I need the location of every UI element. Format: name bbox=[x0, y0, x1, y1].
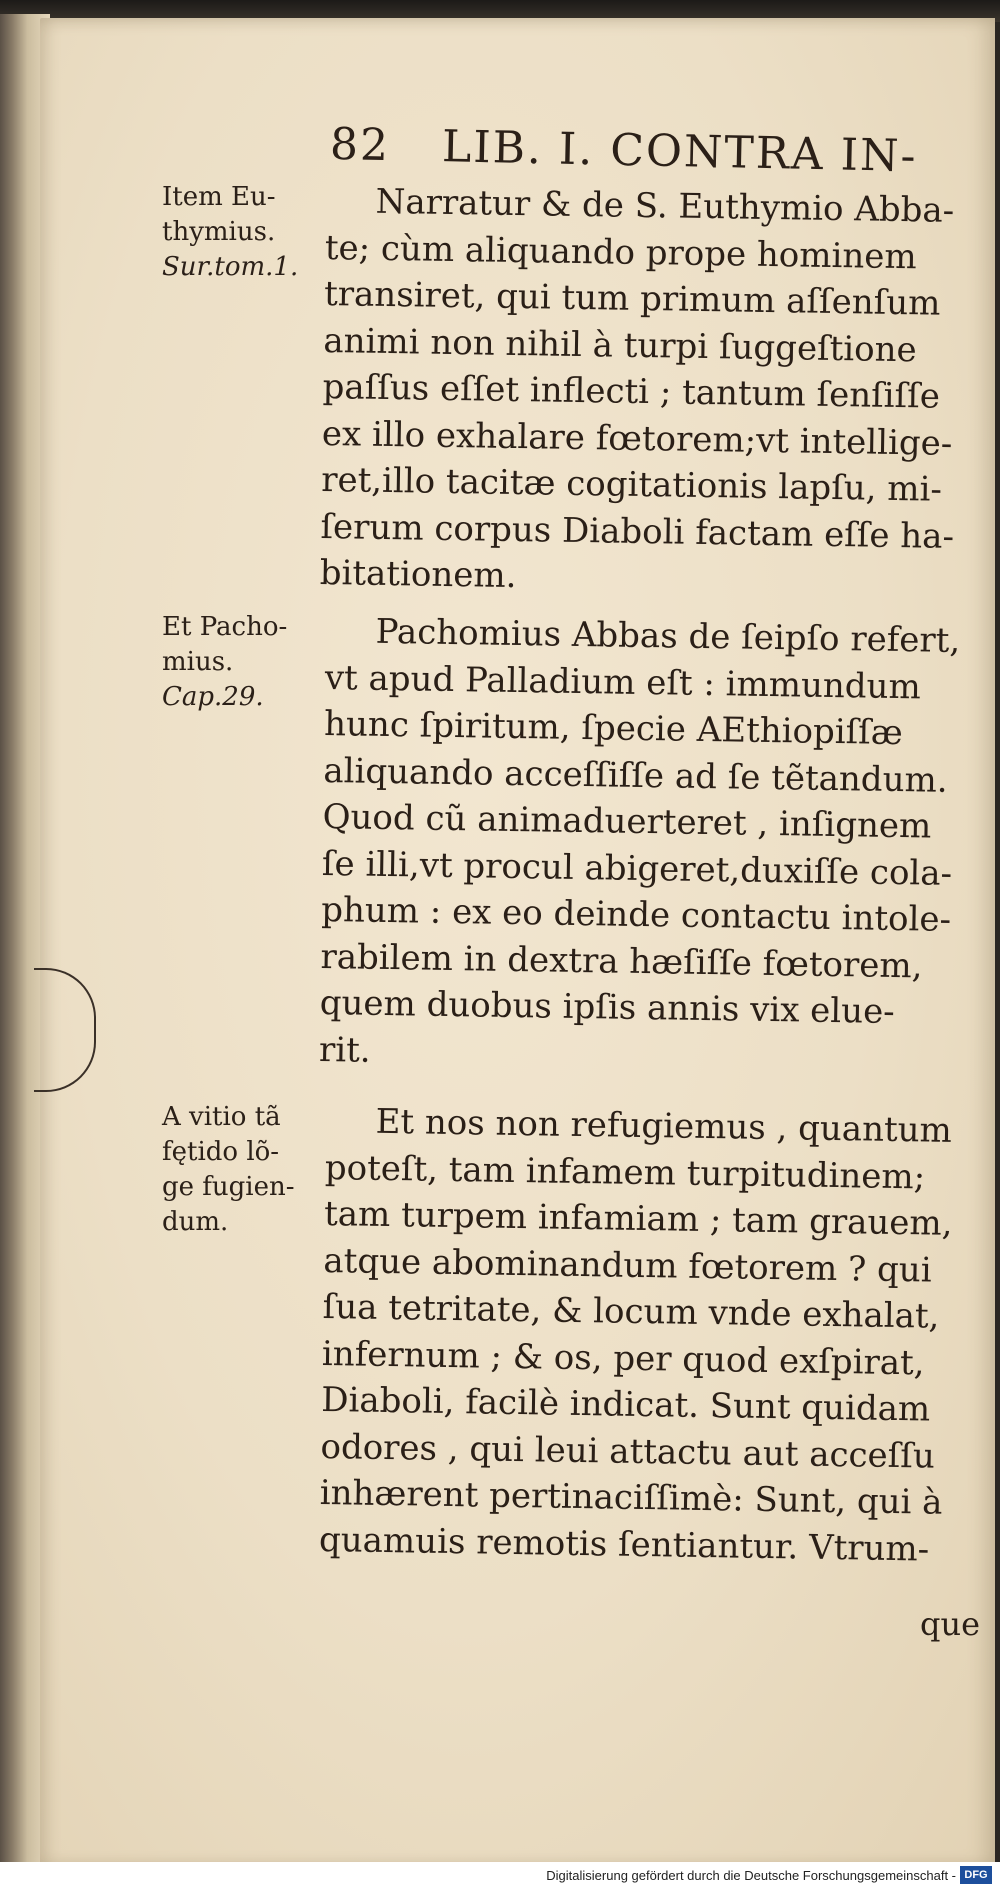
margin-note-line: dum. bbox=[162, 1207, 229, 1237]
text-line: poteſt, tam infamem turpitudinem; bbox=[324, 1147, 926, 1197]
text-line: Et nos non refugiemus , quantum bbox=[375, 1101, 953, 1151]
text-line: quamuis remotis ſentiantur. Vtrum- bbox=[318, 1519, 930, 1570]
text-line: transiret, qui tum primum aſſenſum bbox=[323, 273, 941, 324]
text-line: Pachomius Abbas de ſeipſo refert, bbox=[375, 611, 961, 661]
text-line: Quod cũ animaduerteret , inſignem bbox=[322, 796, 932, 847]
text-line: infernum ; & os, per quod exſpirat, bbox=[321, 1333, 925, 1383]
text-line: animi non nihil à turpi ſuggeſtione bbox=[323, 320, 918, 370]
margin-note-line: A vitio tã bbox=[162, 1102, 281, 1132]
text-line: te; cùm aliquando prope hominem bbox=[324, 227, 918, 277]
text-line: ſua tetritate, & locum vnde exhalat, bbox=[322, 1286, 940, 1337]
text-line: aliquando acceſſiſſe ad ſe tẽtandum. bbox=[323, 750, 948, 801]
dfg-logo: DFG bbox=[960, 1866, 992, 1884]
text-line: quem duobus ipſis annis vix elue- bbox=[319, 982, 896, 1032]
text-line: atque abominandum fœtorem ? qui bbox=[323, 1240, 932, 1291]
paragraph-pachomius bbox=[319, 608, 976, 1083]
text-line: ſerum corpus Diaboli factam eſſe ha- bbox=[320, 506, 955, 557]
paragraph-euthymius bbox=[319, 178, 975, 607]
margin-note-line: thymius. bbox=[162, 217, 276, 247]
text-line: tam turpem infamiam ; tam grauem, bbox=[323, 1193, 953, 1244]
margin-note-line: Sur.tom.1. bbox=[162, 252, 299, 282]
margin-note-line: mius. bbox=[162, 647, 234, 677]
text-line: inhærent pertinaciſſimè: Sunt, qui à bbox=[319, 1472, 943, 1523]
text-line: odores , qui leui attactu aut acceſſu bbox=[320, 1426, 936, 1477]
text-line: Diaboli, facilè indicat. Sunt quidam bbox=[320, 1379, 931, 1430]
margin-note-euthymius bbox=[162, 180, 322, 285]
margin-note-line: fętido lõ- bbox=[162, 1137, 280, 1167]
text-line: vt apud Palladium eſt : immundum bbox=[324, 657, 922, 707]
paragraph-vitio bbox=[319, 1098, 976, 1573]
text-line: ſe illi,vt procul abigeret,duxiſſe cola- bbox=[321, 843, 953, 894]
margin-note-pachomius bbox=[162, 610, 322, 715]
margin-note-line: ge fugien- bbox=[162, 1172, 295, 1202]
text-line: ex illo exhalare fœtorem;vt intellige- bbox=[321, 413, 953, 464]
margin-note-line: Et Pacho- bbox=[162, 612, 288, 642]
running-title: LIB. I. CONTRA IN- bbox=[441, 121, 918, 183]
page-tab-marker bbox=[34, 968, 96, 1092]
footer-credit: Digitalisierung gefördert durch die Deutsche Forschungsgemeinschaft - bbox=[546, 1868, 956, 1883]
text-line: rabilem in dextra hæſiſſe fœtorem, bbox=[320, 936, 923, 986]
text-line: Narratur & de S. Euthymio Abba- bbox=[375, 181, 955, 231]
text-line: bitationem. bbox=[319, 552, 517, 597]
text-line: rit. bbox=[318, 1029, 371, 1071]
margin-note-vitio bbox=[162, 1100, 322, 1240]
text-line: hunc ſpiritum, ſpecie AEthiopiſſæ bbox=[323, 703, 904, 754]
margin-note-line: Item Eu- bbox=[162, 182, 276, 212]
text-line: paſſus eſſet inflecti ; tantum ſenſiſſe bbox=[322, 366, 941, 417]
page-number: 82 bbox=[329, 118, 391, 172]
text-line: phum : ex eo deinde contactu intole- bbox=[320, 889, 952, 940]
text-line: ret,illo tacitæ cogitationis lapſu, mi- bbox=[320, 459, 943, 510]
margin-note-line: Cap.29. bbox=[162, 682, 264, 712]
catchword: que bbox=[920, 1605, 981, 1643]
